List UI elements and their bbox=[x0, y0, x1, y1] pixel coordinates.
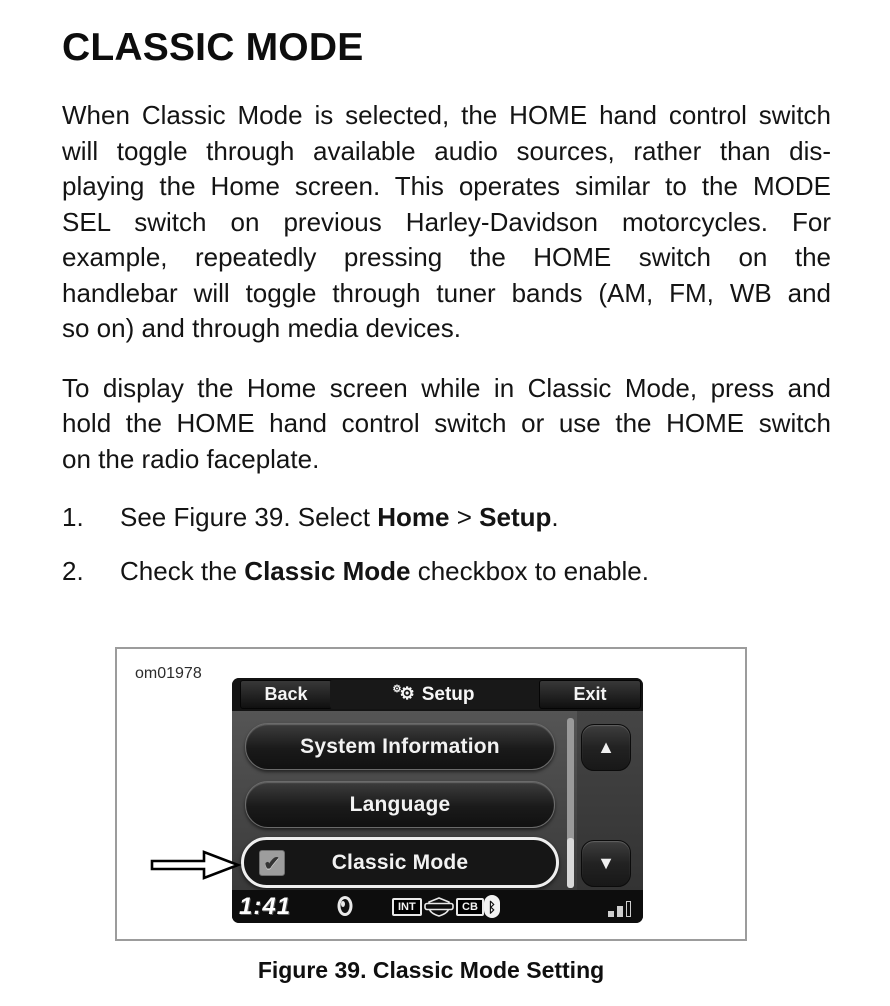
harley-davidson-icon bbox=[424, 897, 454, 917]
paragraph-home-screen-display bbox=[62, 371, 831, 478]
scrollbar-thumb[interactable] bbox=[567, 838, 574, 888]
step-number: 1. bbox=[62, 502, 84, 532]
back-button-label: Back bbox=[264, 684, 308, 704]
figure-caption: Figure 39. Classic Mode Setting bbox=[257, 957, 605, 983]
scroll-down-button[interactable] bbox=[581, 840, 631, 887]
step-text: See Figure 39. Select Home > Setup. bbox=[120, 502, 559, 532]
setup-title-label: Setup bbox=[421, 683, 475, 705]
menu-item-language[interactable] bbox=[245, 781, 555, 828]
step-number: 2. bbox=[62, 556, 84, 586]
paragraph-line: handlebar will toggle through tuner bands (AM, FM, WB and bbox=[62, 277, 831, 308]
scroll-up-button[interactable] bbox=[581, 724, 631, 771]
menu-item-classic-mode[interactable] bbox=[241, 837, 559, 888]
bluetooth-icon: ᛒ bbox=[484, 895, 500, 918]
setup-screen-title bbox=[330, 680, 542, 709]
up-arrow-icon: ▲ bbox=[597, 737, 615, 757]
paragraph-line: example, repeatedly pressing the HOME switch on the bbox=[62, 242, 831, 272]
intercom-badge: INT bbox=[392, 898, 422, 916]
callout-arrow-icon bbox=[150, 849, 242, 881]
paragraph-line: SEL switch on previous Harley-Davidson motorcycles. For bbox=[62, 206, 831, 237]
exit-button[interactable] bbox=[539, 680, 641, 709]
paragraph-line: playing the Home screen. This operates similar to the MODE bbox=[62, 171, 831, 201]
figure-watermark: om01978 bbox=[135, 665, 202, 682]
headset-icon bbox=[335, 895, 355, 917]
cb-badge: CB bbox=[456, 898, 484, 916]
menu-item-system-information[interactable] bbox=[245, 723, 555, 770]
menu-item-label: Classic Mode bbox=[331, 850, 469, 874]
figure-39 bbox=[115, 647, 747, 984]
classic-mode-checkbox[interactable] bbox=[259, 850, 285, 876]
menu-item-label: Language bbox=[349, 792, 451, 816]
paragraph-line: When Classic Mode is selected, the HOME hand control switch bbox=[62, 100, 831, 130]
paragraph-line: will toggle through available audio sources, rather than dis- bbox=[62, 135, 831, 166]
signal-strength-icon bbox=[608, 901, 634, 917]
setup-menu-list bbox=[232, 711, 577, 890]
check-icon: ✔ bbox=[263, 852, 281, 875]
paragraph-line: hold the HOME hand control switch or use the HOME switch bbox=[62, 408, 831, 438]
paragraph-classic-mode-description bbox=[62, 98, 831, 347]
screen-status-bar bbox=[232, 890, 643, 923]
paragraph-line: on the radio faceplate. bbox=[62, 443, 320, 474]
menu-item-label: System Information bbox=[300, 734, 500, 758]
figure-frame bbox=[115, 647, 747, 941]
gear-icon: ⚙⚙ bbox=[392, 684, 415, 703]
scroll-button-panel bbox=[577, 711, 643, 890]
page-title: CLASSIC MODE bbox=[62, 26, 364, 69]
paragraph-line: so on) and through media devices. bbox=[62, 313, 461, 343]
down-arrow-icon: ▼ bbox=[597, 853, 615, 873]
step-1 bbox=[62, 499, 831, 535]
radio-touchscreen bbox=[232, 678, 643, 923]
clock-time: 1:41 bbox=[239, 893, 292, 920]
back-button[interactable] bbox=[240, 680, 332, 709]
screen-top-bar bbox=[232, 678, 643, 711]
step-text: Check the Classic Mode checkbox to enable. bbox=[120, 556, 649, 586]
paragraph-line: To display the Home screen while in Classic Mode, press and bbox=[62, 372, 831, 403]
exit-button-label: Exit bbox=[573, 684, 607, 704]
step-2 bbox=[62, 553, 831, 589]
